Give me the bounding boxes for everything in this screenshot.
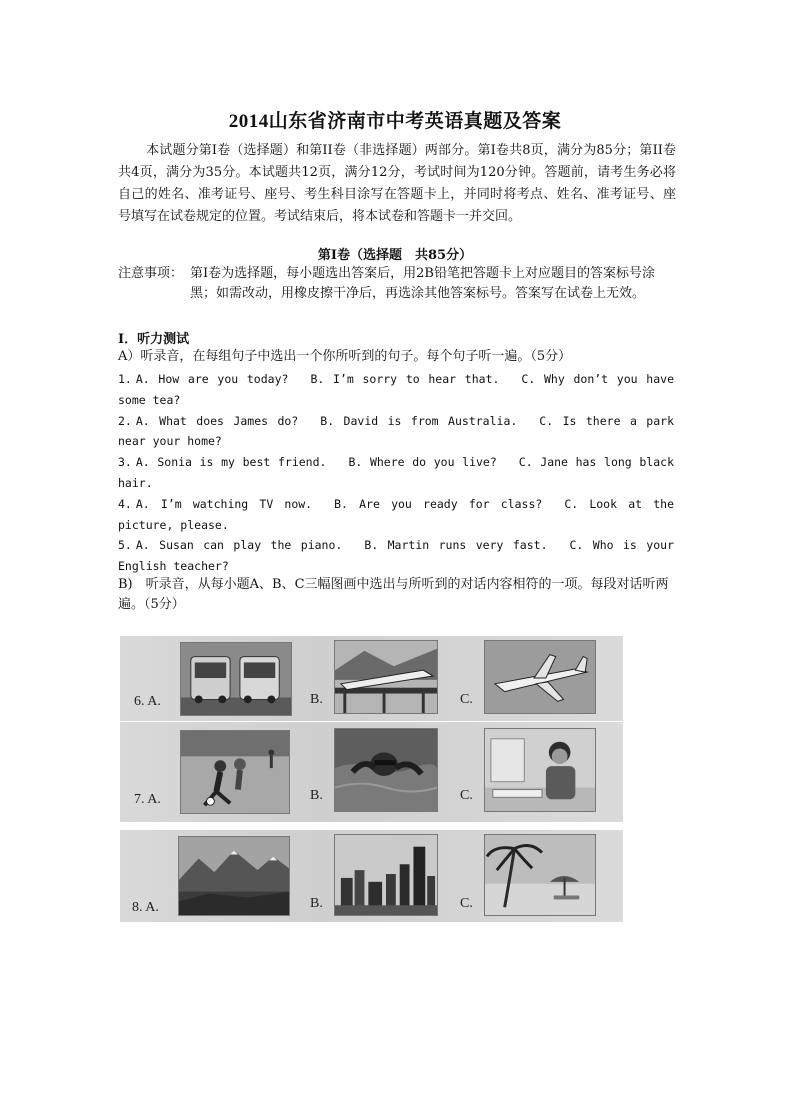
picture-row-6 (120, 636, 623, 721)
option-a: A. What does James do? (135, 413, 299, 428)
swimming-image (334, 728, 438, 812)
football-image (180, 730, 290, 814)
label-6a: 6. A. (134, 694, 161, 709)
exam-title: 2014山东省济南市中考英语真题及答案 (228, 111, 562, 132)
question-item (118, 411, 674, 453)
option-c: C. Jane has long black hair. (118, 455, 674, 490)
instruction-b: B) 听录音，从每小题A、B、C三幅图画中选出与所听到的对话内容相符的一项。每段对话听两遍。（5分） (118, 577, 669, 612)
option-a: A. Susan can play the piano. (135, 538, 343, 553)
picture-row-8 (120, 830, 623, 922)
beach-image (484, 834, 596, 916)
notes-label: 注意事项： (118, 266, 184, 281)
option-a: A. How are you today? (135, 372, 289, 386)
airplane-image (484, 640, 596, 714)
picture-row-7 (120, 722, 623, 822)
part-heading-listening: I．听力测试 (118, 332, 190, 347)
option-c: C. Who is your English teacher? (118, 538, 674, 574)
label-6b: B. (310, 692, 323, 707)
option-a: A. I’m watching TV now. (135, 496, 313, 511)
label-8a: 8. A. (132, 900, 159, 915)
question-item (118, 494, 674, 536)
option-b: B. Are you ready for class? (334, 496, 543, 511)
section-title: 第I卷（选择题 共85分） (317, 248, 473, 263)
train-image (334, 640, 438, 714)
intro-paragraph (118, 140, 676, 228)
option-b: B. Martin runs very fast. (364, 538, 548, 553)
question-number: 5. (118, 538, 132, 553)
intro-text: 本试题分第I卷（选择题）和第II卷（非选择题）两部分。第I卷共8页，满分为85分；第II卷共4页，满分为35分。本试题共12页，满分12分，考试时间为120分钟。答题前，请考生务必将自己的姓名、准考证号、座号、考生科目涂写在答题卡上，并同时将考点、姓名、准考证号、座号填写在试卷规定的位置。考试结束后，将本试卷和答题卡一并交回。 (118, 143, 676, 224)
question-list (118, 369, 674, 577)
option-c: C. Look at the picture, please. (118, 496, 674, 532)
notes-body: 第I卷为选择题，每小题选出答案后，用2B铅笔把答题卡上对应题目的答案标号涂黑；如需改动，用橡皮擦干净后，再选涂其他答案标号。答案写在试卷上无效。 (190, 266, 655, 301)
buses-image (180, 642, 292, 716)
option-c: C. Is there a park near your home? (118, 413, 675, 449)
question-number: 2. (118, 413, 132, 428)
question-number: 3. (118, 455, 132, 470)
boy-computer-image (484, 728, 596, 812)
option-a: A. Sonia is my best friend. (135, 455, 327, 470)
label-6c: C. (460, 692, 473, 707)
question-item (118, 369, 674, 411)
mountains-image (178, 836, 290, 916)
label-7b: B. (310, 788, 323, 803)
instruction-a: A）听录音，在每组句子中选出一个你所听到的句子。每个句子听一遍。（5分） (118, 349, 572, 364)
notes-block (118, 264, 678, 304)
label-8c: C. (460, 896, 473, 911)
option-b: B. Where do you live? (348, 455, 497, 470)
option-b: B. I’m sorry to hear that. (310, 372, 500, 386)
question-number: 1. (118, 372, 132, 386)
option-c: C. Why don’t you have some tea? (118, 372, 674, 407)
label-8b: B. (310, 896, 323, 911)
city-image (334, 834, 438, 916)
label-7a: 7. A. (134, 792, 161, 807)
question-item (118, 535, 674, 577)
label-7c: C. (460, 788, 473, 803)
question-item (118, 452, 674, 494)
question-number: 4. (118, 496, 132, 511)
option-b: B. David is from Australia. (320, 413, 518, 428)
